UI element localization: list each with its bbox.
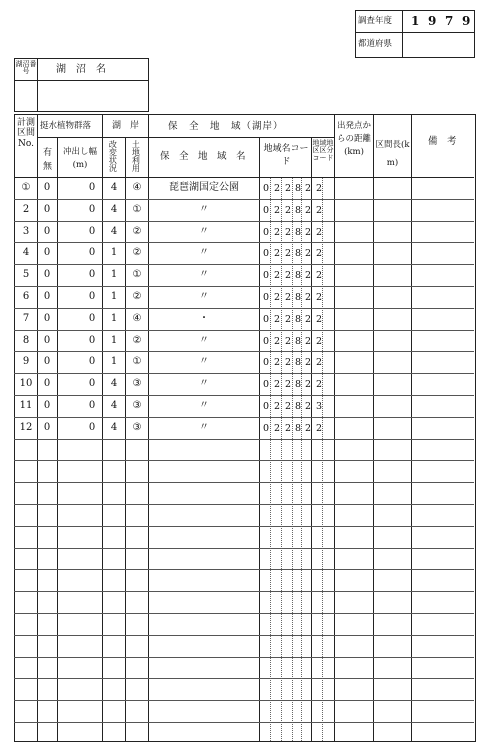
modification-header: 改変状況 [108,140,118,172]
modification-value: 4 [110,422,118,433]
code-digit: 0 [262,183,270,194]
modification-value: 1 [110,247,118,258]
presence-value: 0 [43,335,51,346]
section-length-header: 区間長(km) [375,140,410,168]
code-digit: 2 [304,423,312,434]
section-no: 6 [22,291,30,302]
code-digit: 8 [294,205,302,216]
section-no: 4 [22,247,30,258]
year-digit: 1 [411,14,420,28]
section-no: 7 [22,313,30,324]
code-digit: 2 [284,227,292,238]
section-no: 2 [22,204,30,215]
width-value: 0 [88,400,96,411]
region-class-code-header: 地域地区区分コード [312,139,334,162]
code-digit: 0 [262,227,270,238]
modification-value: 4 [110,182,118,193]
modification-value: 1 [110,335,118,346]
row-line [14,591,474,592]
code-digit: 2 [284,401,292,412]
code-digit: 2 [315,379,323,390]
header-line [37,137,148,138]
row-line [14,330,474,331]
row-line [14,351,474,352]
presence-value: 0 [43,356,51,367]
land-use-header: 土地利用 [131,140,141,172]
presence-value: 0 [43,378,51,389]
code-digit: 2 [284,270,292,281]
row-line [14,395,474,396]
code-digit: 2 [273,248,281,259]
land-use-value: ② [132,291,142,302]
modification-value: 4 [110,226,118,237]
code-digit: 2 [315,357,323,368]
header-bottom-line [14,177,474,178]
width-value: 0 [88,247,96,258]
code-digit: 2 [315,227,323,238]
code-digit: 2 [284,423,292,434]
presence-value: 0 [43,182,51,193]
land-use-value: ② [132,335,142,346]
year-digit: 7 [445,14,454,28]
land-use-value: ③ [132,422,142,433]
protected-name-value: 〃 [199,247,209,258]
row-line [14,199,474,200]
section-no: ① [21,182,31,193]
modification-value: 1 [110,313,118,324]
row-line [14,242,474,243]
row-line [14,482,474,483]
prefecture-label: 都道府県 [358,39,393,49]
row-line [14,373,474,374]
width-value: 0 [88,335,96,346]
code-digit: 2 [304,248,312,259]
row-line [14,613,474,614]
row-line [14,504,474,505]
code-digit: 2 [273,183,281,194]
modification-value: 1 [110,269,118,280]
width-value: 0 [88,422,96,433]
lake-info-col-divider [37,58,38,111]
width-value: 0 [88,313,96,324]
land-use-value: ③ [132,400,142,411]
land-use-value: ④ [132,313,142,324]
code-digit: 8 [294,336,302,347]
row-line [14,700,474,701]
code-digit: 2 [273,292,281,303]
col-line [148,114,149,741]
code-digit: 2 [284,379,292,390]
code-digit: 2 [304,227,312,238]
row-line [14,722,474,723]
row-line [14,439,474,440]
code-digit: 2 [284,336,292,347]
presence-value: 0 [43,204,51,215]
code-digit: 2 [315,205,323,216]
modification-value: 1 [110,291,118,302]
protected-name-value: 〃 [199,378,209,389]
section-no: 8 [22,335,30,346]
presence-value: 0 [43,269,51,280]
code-digit: 2 [284,205,292,216]
width-value: 0 [88,269,96,280]
col-line [373,114,374,741]
code-digit: 2 [284,357,292,368]
width-value: 0 [88,291,96,302]
modification-value: 1 [110,356,118,367]
row-line [14,678,474,679]
code-digit: 2 [284,292,292,303]
code-digit: 2 [273,357,281,368]
code-digit: 0 [262,270,270,281]
protected-name-value: 〃 [199,335,209,346]
code-digit: 0 [262,379,270,390]
section-no: 12 [19,422,33,433]
code-digit: 8 [294,292,302,303]
code-digit: 8 [294,379,302,390]
lake-info-divider [14,80,148,81]
code-digit: 8 [294,401,302,412]
col-line [334,114,335,741]
code-digit: 2 [304,270,312,281]
code-digit: 2 [304,336,312,347]
row-line [14,548,474,549]
modification-value: 4 [110,378,118,389]
protected-name-value: 〃 [199,226,209,237]
row-line [14,308,474,309]
presence-value: 0 [43,291,51,302]
code-digit: 2 [304,314,312,325]
code-digit: 0 [262,423,270,434]
land-use-value: ① [132,269,142,280]
presence-value: 0 [43,422,51,433]
width-value: 0 [88,226,96,237]
distance-header: 出発点からの距離(km) [336,121,371,158]
width-value: 0 [88,182,96,193]
row-line [14,460,474,461]
code-digit: 2 [273,270,281,281]
code-digit: 2 [315,314,323,325]
code-digit: 2 [273,227,281,238]
code-digit: 2 [273,379,281,390]
protected-name-value: 〃 [199,269,209,280]
code-digit: 0 [262,314,270,325]
code-digit: 2 [284,248,292,259]
presence-value: 0 [43,247,51,258]
land-use-value: ① [132,356,142,367]
code-digit: 0 [262,248,270,259]
header-line [148,137,334,138]
code-digit: 2 [273,205,281,216]
code-digit: 2 [304,205,312,216]
land-use-value: ② [132,247,142,258]
code-digit: 0 [262,401,270,412]
row-line [14,657,474,658]
code-digit: 8 [294,248,302,259]
protected-name-value: 琵琶湖国定公園 [169,182,239,193]
code-digit: 2 [304,379,312,390]
shore-header: 湖 岸 [112,121,140,131]
protected-name-value: ・ [199,313,209,324]
code-digit: 8 [294,314,302,325]
code-digit: 0 [262,205,270,216]
land-use-value: ② [132,226,142,237]
survey-year-label: 調査年度 [358,16,393,26]
code-digit: 2 [304,292,312,303]
row-line [14,569,474,570]
code-digit: 2 [273,401,281,412]
code-digit: 2 [315,248,323,259]
protected-area-header: 保 全 地 域（湖岸） [168,121,284,132]
code-digit: 8 [294,183,302,194]
code-digit: 0 [262,357,270,368]
plant-group-header: 挺水植物群落 [40,121,92,131]
code-digit: 2 [273,314,281,325]
section-no: 9 [22,356,30,367]
row-line [14,286,474,287]
code-digit: 2 [315,423,323,434]
protected-name-value: 〃 [199,400,209,411]
width-header: 冲出し幅(m) [62,147,97,170]
code-digit: 2 [315,292,323,303]
code-digit: 8 [294,357,302,368]
protected-name-value: 〃 [199,356,209,367]
section-no: 5 [22,269,30,280]
col-line [411,114,412,741]
code-digit: 8 [294,227,302,238]
width-value: 0 [88,378,96,389]
code-digit: 0 [262,336,270,347]
code-digit: 8 [294,423,302,434]
code-digit: 2 [284,314,292,325]
protected-name-header: 保 全 地 域 名 [160,151,246,162]
row-line [14,264,474,265]
row-line [14,635,474,636]
code-digit: 2 [273,336,281,347]
land-use-value: ① [132,204,142,215]
code-digit: 2 [273,423,281,434]
width-value: 0 [88,356,96,367]
code-digit: 2 [315,270,323,281]
protected-name-value: 〃 [199,291,209,302]
presence-value: 0 [43,400,51,411]
remarks-header: 備 考 [428,136,457,147]
section-no-header: 計測区間No. [16,118,35,149]
protected-name-value: 〃 [199,204,209,215]
land-use-value: ③ [132,378,142,389]
section-no: 3 [22,226,30,237]
region-code-header: 地域名コード [263,144,309,168]
row-line [14,417,474,418]
code-digit: 2 [315,336,323,347]
lake-number-label: 湖沼番号 [15,60,37,76]
code-digit: 3 [315,401,323,412]
code-digit: 2 [304,401,312,412]
section-no: 10 [19,378,33,389]
year-digit: 9 [462,14,471,28]
row-line [14,526,474,527]
modification-value: 4 [110,400,118,411]
code-digit: 2 [304,183,312,194]
header-label-divider [402,10,403,57]
presence-value: 0 [43,313,51,324]
code-digit: 0 [262,292,270,303]
row-line [14,221,474,222]
land-use-value: ④ [132,182,142,193]
protected-name-value: 〃 [199,422,209,433]
code-digit: 2 [315,183,323,194]
presence-header: 有無 [42,148,52,173]
modification-value: 4 [110,204,118,215]
code-digit: 8 [294,270,302,281]
width-value: 0 [88,204,96,215]
header-divider [355,32,474,33]
year-digit: 9 [428,14,437,28]
lake-name-label: 湖 沼 名 [56,64,106,75]
section-no: 11 [19,400,33,411]
code-digit: 2 [304,357,312,368]
code-digit: 2 [284,183,292,194]
col-line [102,114,103,741]
presence-value: 0 [43,226,51,237]
survey-year-value [408,12,474,30]
